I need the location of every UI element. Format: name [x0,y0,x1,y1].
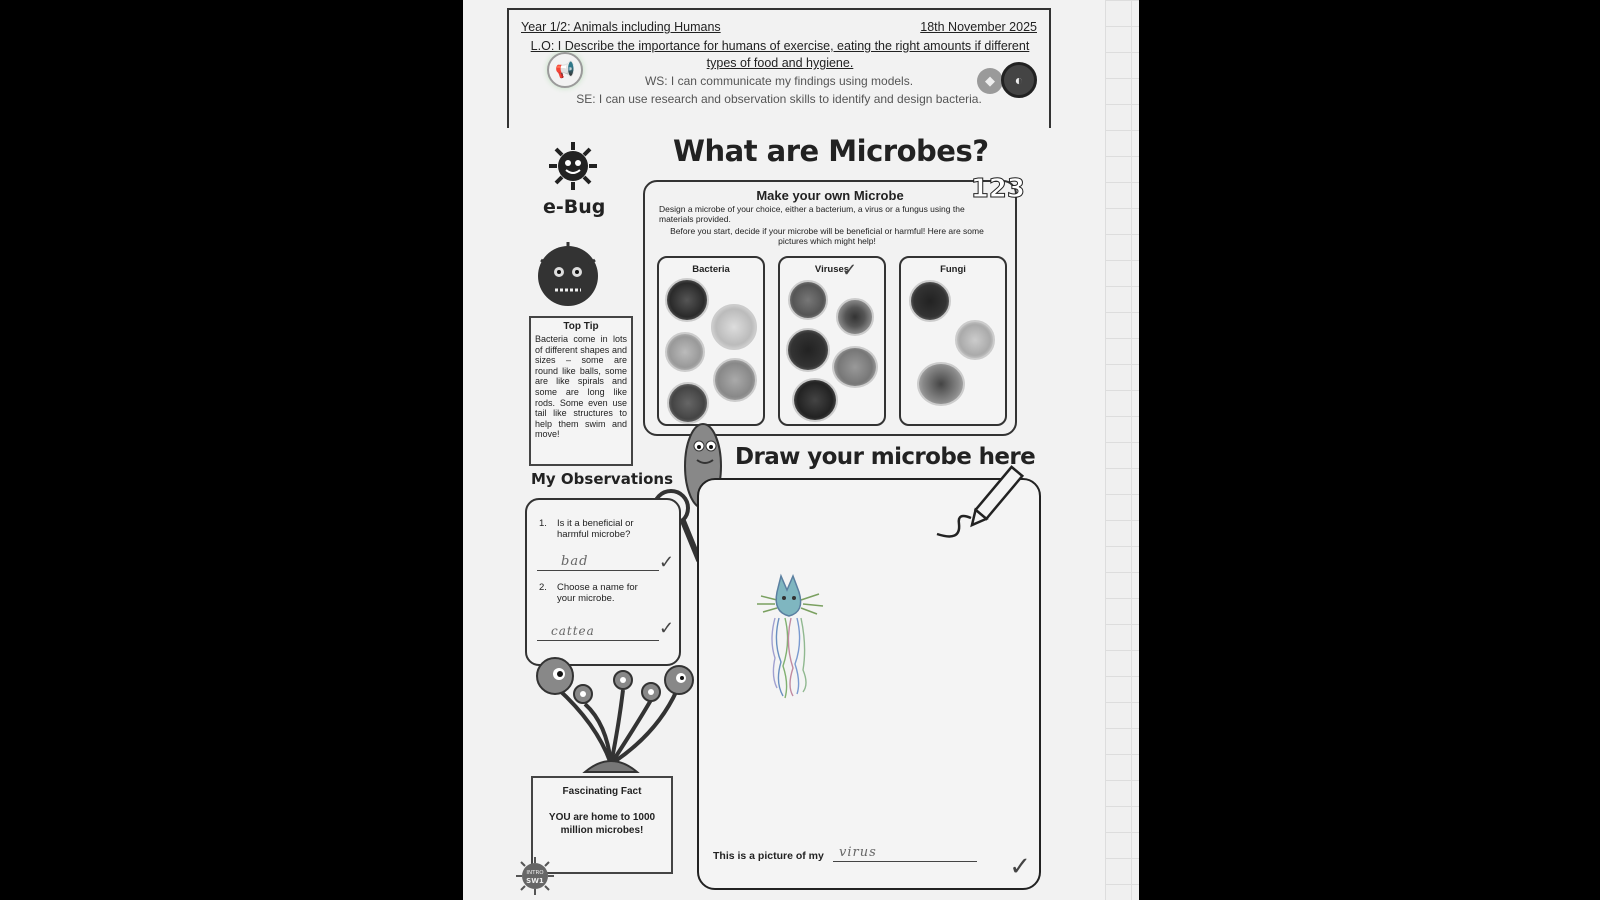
eyestalk-creature-icon [527,654,695,776]
make-microbe-box [643,174,1025,436]
lesson-date: 18th November 2025 [920,20,1037,34]
fact-heading: Fascinating Fact [562,786,642,797]
question-2 [539,582,649,604]
petri-dish-image [955,320,995,360]
ebug-sun-logo-icon [547,140,599,192]
make-microbe-instructions: Design a microbe of your choice, either a bacterium, a virus or a fungus using the materials provided. [659,204,965,224]
layers-icon: ◆ [977,68,1003,94]
learning-objective: L.O: I Describe the importance for humans of exercise, eating the right amounts if different types of food and hygiene. [530,39,1030,70]
petri-dish-image [832,346,878,388]
viruses-label: Viruses [814,264,850,275]
top-tip-heading: Top Tip [563,321,599,332]
picture-caption: This is a picture of my [713,850,824,862]
answer-2-line [537,640,659,641]
question-2-number: 2. [539,582,547,593]
draw-heading: Draw your microbe here [735,444,1036,470]
question-2-text: Choose a name for your microbe. [557,582,638,604]
answer-1-line [537,570,659,571]
answer-1-handwriting: bad [561,554,589,569]
working-scientifically: WS: I can communicate my findings using models. [644,74,914,88]
petri-dish-image [665,278,709,322]
make-microbe-hint: Before you start, decide if your microbe will be beneficial or harmful! Here are some pictures which might help! [670,226,984,246]
petri-dish-image [792,378,838,422]
megaphone-icon: 📢 [547,52,583,88]
worksheet-page [463,0,1139,900]
observations-box [525,498,681,666]
question-1-text: Is it a beneficial or harmful microbe? [557,518,634,540]
page-title: What are Microbes? [673,134,989,168]
stamp-line2: SW1 [526,877,544,885]
ebug-logo-text: e-Bug [543,196,606,218]
petri-dish-image [917,362,965,406]
grid-paper-strip [1105,0,1139,900]
question-1 [539,518,649,540]
numbers-badge-icon: 123 [970,174,1025,204]
intro-stamp-icon [515,856,555,896]
answer-2-handwriting: cattea [551,624,595,638]
fungi-label: Fungi [940,264,966,275]
fungi-panel [899,256,1007,426]
fact-text: YOU are home to 1000 million microbes! [548,812,656,836]
viruses-panel [778,256,886,426]
petri-dish-image [667,382,709,424]
petri-dish-image [836,298,874,336]
observations-heading: My Observations [531,470,674,488]
question-1-number: 1. [539,518,547,529]
bacteria-label: Bacteria [692,264,730,275]
top-tip-text: Bacteria come in lots of different shapes and sizes – some are round like balls, some are like spirals and some are long like rods. Some even use tail like structures to help them swim and move! [535,334,627,440]
petri-dish-image [909,280,951,322]
stamp-line1: INTRO [526,870,544,876]
picture-answer-handwriting: virus [839,845,877,860]
petri-dish-image [711,304,757,350]
draw-tick-icon: ✓ [1009,851,1031,881]
child-virus-drawing [747,572,831,700]
pencil-icon [931,452,1031,542]
answer-1-tick-icon: ✓ [659,552,675,572]
petri-dish-image [713,358,757,402]
worksheet-sheet [463,0,1105,900]
class-title: Year 1/2: Animals including Humans [521,20,721,34]
bacteria-monster-icon [535,240,601,310]
top-tip-box [529,316,633,466]
viruses-tick-icon: ✓ [842,260,858,280]
circle-badge-icon: ◐ [1001,62,1037,98]
petri-dish-image [665,332,705,372]
petri-dish-image [788,280,828,320]
make-microbe-heading: Make your own Microbe [756,188,904,203]
answer-2-tick-icon: ✓ [659,618,675,638]
picture-answer-line [833,861,977,862]
lesson-header [507,8,1051,128]
petri-dish-image [786,328,830,372]
scientific-enquiry: SE: I can use research and observation skills to identify and design bacteria. [576,92,982,106]
bacteria-panel [657,256,765,426]
